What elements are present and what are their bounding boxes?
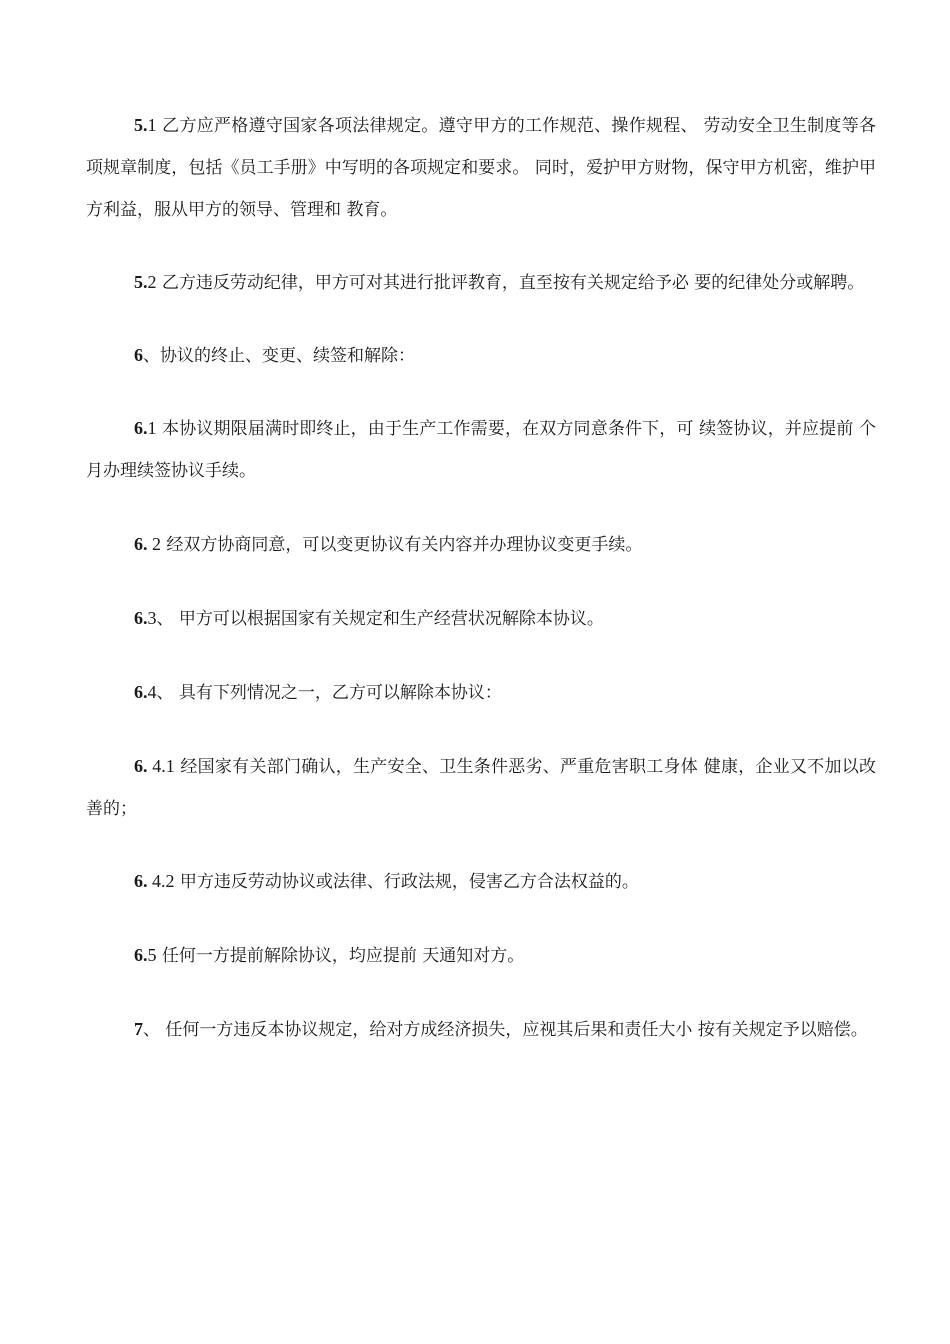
- clause-subnumber: 1: [147, 115, 157, 135]
- clause-6-3: [86, 597, 876, 640]
- clause-number: 5.: [134, 272, 148, 292]
- clause-6-5: [86, 934, 876, 977]
- clause-number: 6.: [134, 534, 148, 554]
- clause-number: 6.: [134, 418, 148, 438]
- clause-6-4-1: [86, 745, 876, 830]
- document-page: [86, 104, 876, 1051]
- clause-text: 、协议的终止、变更、续签和解除：: [143, 346, 415, 366]
- clause-text: 乙方应严格遵守国家各项法律规定。遵守甲方的工作规范、操作规程、 劳动安全卫生制度等各项规章制度，包括《员工手册》中写明的各项规定和要求。 同时，爱护甲方财物，保守甲方机密，维护甲方利益，服从甲方的领导、管理和 教育。: [86, 116, 876, 220]
- clause-subnumber: 2: [147, 534, 161, 554]
- clause-text: 、 甲方可以根据国家有关规定和生产经营状况解除本协议。: [156, 609, 604, 629]
- clause-text: 本协议期限届满时即终止，由于生产工作需要，在双方同意条件下，可 续签协议，并应提前 个月办理续签协议手续。: [86, 419, 876, 481]
- clause-text: 甲方违反劳动协议或法律、行政法规，侵害乙方合法权益的。: [174, 872, 639, 892]
- clause-subnumber: 1: [147, 418, 157, 438]
- clause-6-2: [86, 523, 876, 566]
- clause-number: 6.: [134, 871, 148, 891]
- clause-text: 、 任何一方违反本协议规定，给对方成经济损失，应视其后果和责任大小 按有关规定予以赔偿。: [143, 1020, 868, 1040]
- clause-text: 、 具有下列情况之一，乙方可以解除本协议：: [156, 683, 502, 703]
- clause-text: 经国家有关部门确认，生产安全、卫生条件恶劣、严重危害职工身体 健康，企业又不加以改善的；: [86, 757, 877, 819]
- clause-6-1: [86, 407, 876, 492]
- clause-number: 6.: [134, 682, 148, 702]
- clause-text: 乙方违反劳动纪律，甲方可对其进行批评教育，直至按有关规定给予必 要的纪律处分或解聘。: [156, 273, 865, 293]
- clause-text: 经双方协商同意，可以变更协议有关内容并办理协议变更手续。: [161, 535, 643, 555]
- clause-subnumber: 4: [147, 682, 157, 702]
- clause-number: 6.: [134, 608, 148, 628]
- clause-subnumber: 3: [147, 608, 157, 628]
- clause-number: 7: [134, 1019, 143, 1039]
- clause-6-4-2: [86, 860, 876, 903]
- clause-number: 5.: [134, 115, 148, 135]
- clause-subnumber: 5: [147, 945, 157, 965]
- clause-5-2: [86, 261, 876, 304]
- clause-subnumber: 2: [147, 272, 157, 292]
- clause-5-1: [86, 104, 876, 231]
- clause-7: [86, 1008, 876, 1051]
- clause-number: 6.: [134, 756, 148, 776]
- clause-6-heading: [86, 334, 876, 377]
- clause-number: 6: [134, 345, 143, 365]
- clause-subnumber: 4.1: [147, 756, 175, 776]
- clause-subnumber: 4.2: [147, 871, 175, 891]
- clause-text: 任何一方提前解除协议，均应提前 天通知对方。: [156, 946, 525, 966]
- clause-6-4: [86, 671, 876, 714]
- clause-number: 6.: [134, 945, 148, 965]
